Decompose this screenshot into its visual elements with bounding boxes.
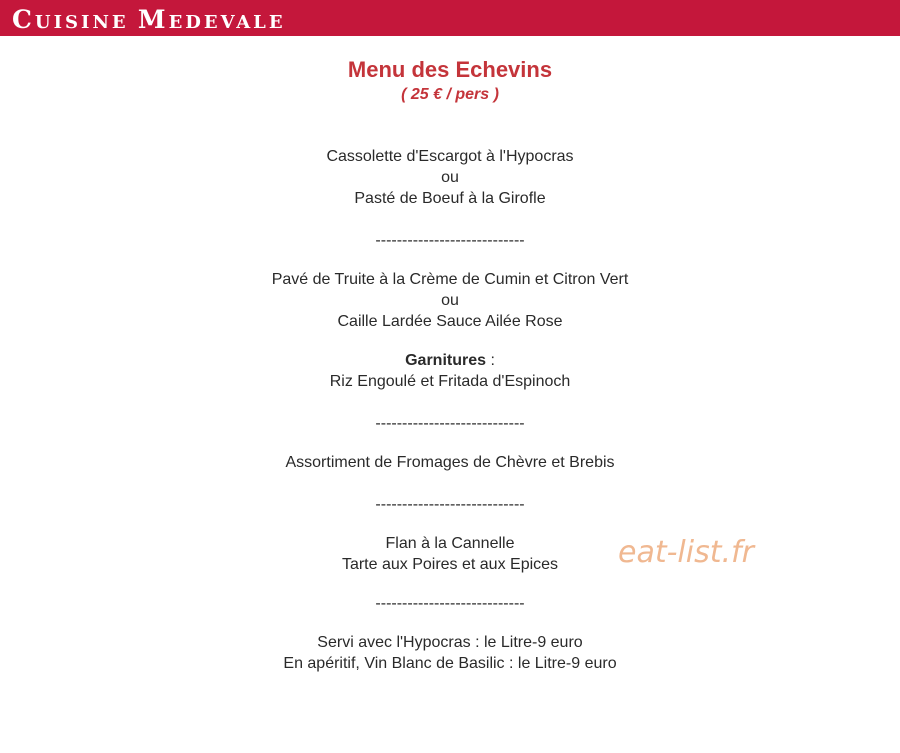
dessert-item-1: Flan à la Cannelle: [385, 535, 515, 552]
main-or: ou: [441, 292, 459, 309]
cheese-course: Assortiment de Fromages de Chèvre et Brebis: [285, 454, 615, 471]
garnitures-heading: [0, 350, 900, 371]
garnitures-colon: :: [486, 352, 495, 369]
separator-3: ----------------------------: [375, 496, 525, 513]
menu-price: ( 25 € / pers ): [401, 86, 499, 103]
menu-title: Menu des Echevins: [347, 57, 553, 82]
separator-2: ----------------------------: [375, 415, 525, 432]
main-option-1: Pavé de Truite à la Crème de Cumin et Citron Vert: [271, 271, 629, 288]
drinks-line-1: Servi avec l'Hypocras : le Litre-9 euro: [317, 634, 583, 651]
site-title-word-2: EDEVALE: [168, 12, 286, 33]
site-title: [12, 5, 286, 34]
entree-option-1: Cassolette d'Escargot à l'Hypocras: [326, 148, 574, 165]
header-band: [0, 0, 900, 36]
drinks-line-2: En apéritif, Vin Blanc de Basilic : le Litre-9 euro: [283, 655, 617, 672]
separator-4: ----------------------------: [375, 595, 525, 612]
garnitures-value: Riz Engoulé et Fritada d'Espinoch: [329, 373, 571, 390]
separator-1: ----------------------------: [375, 232, 525, 249]
entree-or: ou: [441, 169, 459, 186]
garnitures-label: Garnitures: [405, 352, 487, 369]
entree-option-2: Pasté de Boeuf à la Girofle: [354, 190, 546, 207]
site-title-initial-2: M: [137, 5, 169, 34]
watermark: eat-list.fr: [618, 535, 754, 570]
dessert-item-2: Tarte aux Poires et aux Epices: [341, 556, 559, 573]
main-option-2: Caille Lardée Sauce Ailée Rose: [337, 313, 563, 330]
site-title-word-1: UISINE: [34, 12, 138, 33]
site-title-initial-1: C: [12, 5, 35, 34]
